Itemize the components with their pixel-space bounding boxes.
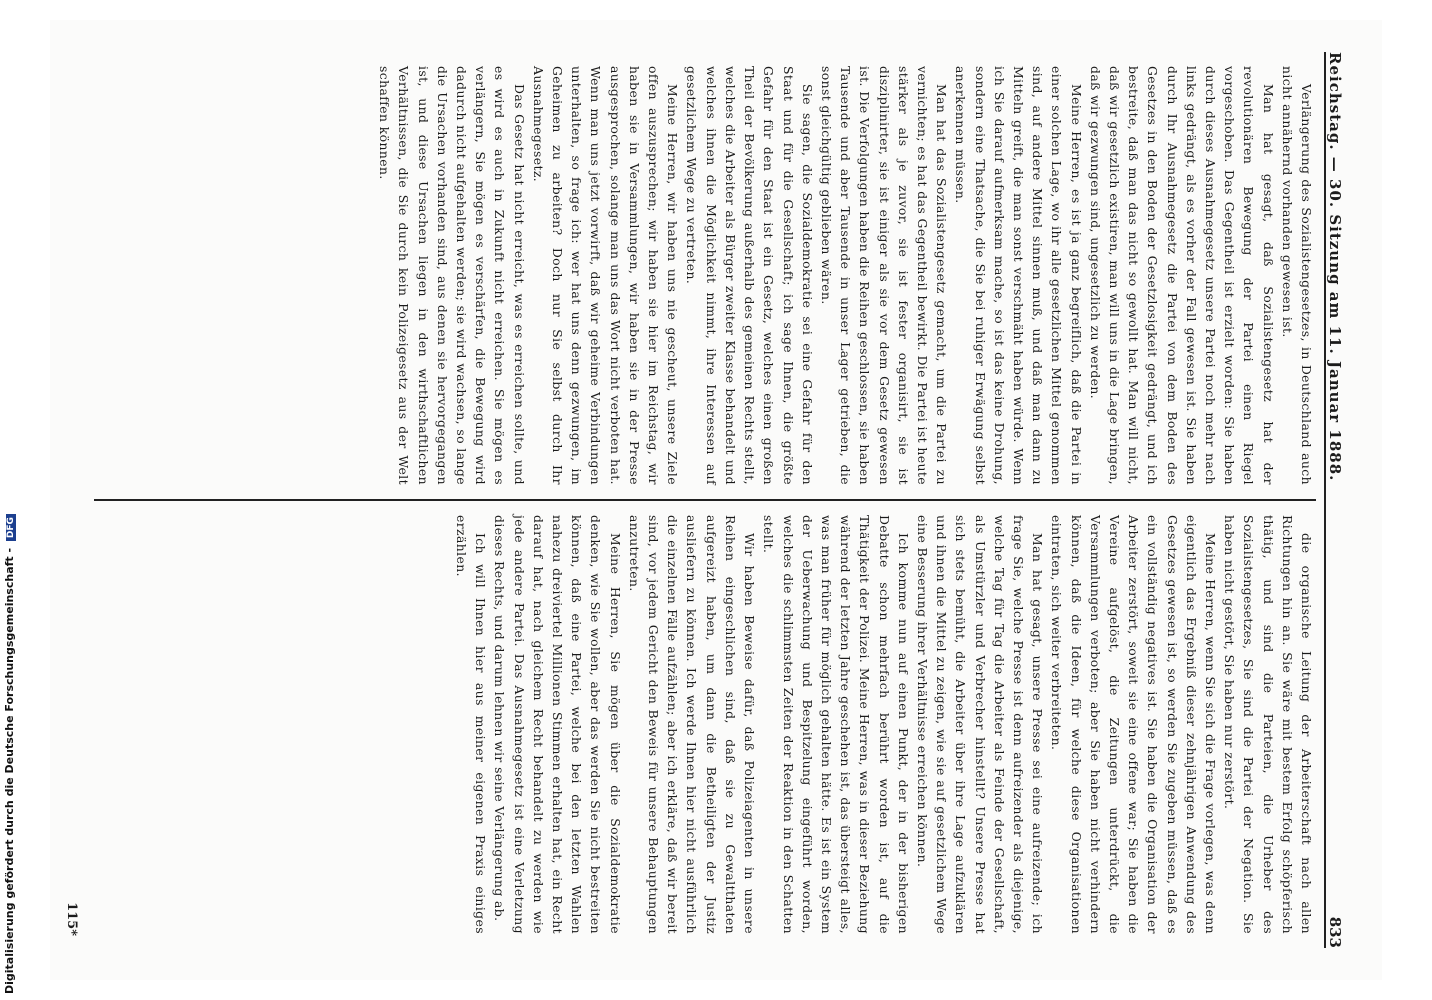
paragraph: Meine Herren, wir haben uns nie gescheut, unsere Ziele offen auszusprechen; wir haben sie hier im Reichstag, wir haben sie in Versammlungen, wir haben sie in der Presse ausgesprochen, solange man uns das Wort nicht verboten hat. Wenn man uns jetzt vorwirft, daß wir geheime Verbindungen unterhalten, so frage ich: wer hat uns denn gezwungen, im Geheimen zu arbeiten? Doch nur Sie selbst durch Ihr Ausnahmegesetz.: [530, 66, 681, 485]
column-left: [94, 52, 1316, 499]
paragraph: Man hat gesagt, unsere Presse sei eine aufreizende; ich frage Sie, welche Presse ist denn aufreizender als diejenige, welche Tag für Tag die Arbeiter als Feinde der Gesellschaft, als Umstürzler und Verbrecher hinstellt? Unsere Presse hat sich stets bemüht, die Arbeiter über ihre Lage aufzuklären und ihnen die Mittel zu zeigen, wie sie auf gesetzlichem Wege eine Besserung ihrer Verhältnisse erreichen können.: [914, 515, 1046, 934]
rotated-document-page: [50, 20, 1382, 980]
paragraph: Man hat das Sozialistengesetz gemacht, um die Partei zu vernichten; es hat das Gegentheil bewirkt. Die Partei ist heute stärker als je zuvor, sie ist fester organisirt, sie ist disziplinirter, sie ist einiger als sie vor dem Gesetz gewesen ist. Die Verfolgungen haben die Reihen geschlossen, sie haben Tausende und aber Tausende in unser Lager getrieben, die sonst gleichgültig geblieben wären.: [818, 66, 950, 485]
paragraph: Verlängerung des Sozialistengesetzes, in Deutschland auch nicht annähernd vorhanden gewesen ist.: [1279, 66, 1314, 485]
paragraph: Wir haben Beweise dafür, daß Polizeiagenten in unsere Reihen eingeschlichen sind, daß sie zu Gewaltthaten aufgereizt haben, um dann die Betheiligten der Justiz ausliefern zu können. Ich werde Ihnen hier nicht ausführlich die einzelnen Fälle aufzählen; aber ich erkläre, daß wir bereit sind, vor jedem Gericht den Beweis für unsere Behauptungen anzutreten.: [626, 515, 758, 934]
text-columns: [94, 52, 1316, 948]
paragraph: Ich komme nun auf einen Punkt, der in der bisherigen Debatte schon mehrfach berührt worden ist, auf die Thätigkeit der Polizei. Meine Herren, was in dieser Beziehung während der letzten Jahre geschehen ist, das übersteigt alles, was man früher für möglich gehalten hätte. Es ist ein System der Ueberwachung und Bespitzelung eingeführt worden, welches die schlimmsten Zeiten der Reaktion in den Schatten stellt.: [761, 515, 911, 934]
paragraph: Sie sagen, die Sozialdemokratie sei eine Gefahr für den Staat und für die Gesellschaft; ich sage Ihnen, die größte Gefahr für den Staat ist ein Gesetz, welches einen großen Theil der Bevölkerung außerhalb des gemeinen Rechts stellt, welches die Arbeiter als Bürger zweiter Klasse behandelt und welches ihnen die Möglichkeit nimmt, ihre Interessen auf gesetzlichem Wege zu vertreten.: [684, 66, 815, 485]
paragraph: Meine Herren, wenn Sie sich die Frage vorlegen, was denn eigentlich das Ergebniß dieser zehnjährigen Anwendung des Gesetzes gewesen ist, so werden Sie zugeben müssen, daß es ein vollständig negatives ist. Sie haben die Organisation der Arbeiter zerstört, soweit sie eine offene war; Sie haben die Vereine aufgelöst, die Zeitungen unterdrückt, die Versammlungen verboten; aber Sie haben nicht verhindern können, daß die Ideen, für welche diese Organisationen eintraten, sich weiter verbreiteten.: [1049, 515, 1218, 934]
digitization-credit-text: Digitalisierung gefördert durch die Deutsche Forschungsgemeinschaft -: [3, 547, 16, 994]
page-running-title: Reichstag. — 30. Sitzung am 11. Januar 1888.: [1326, 52, 1344, 482]
page-number: 833: [1326, 916, 1344, 948]
paragraph: Meine Herren, es ist ja ganz begreiflich, daß die Partei in einer solchen Lage, wo ihr alle gesetzlichen Mittel genommen sind, auf andere Mittel sinnen muß, und daß man dann zu Mitteln greift, die man sonst verschmäht haben würde. Wenn ich Sie darauf aufmerksam mache, so ist das keine Drohung, sondern eine Thatsache, die Sie bei ruhiger Erwägung selbst anerkennen müssen.: [953, 66, 1084, 485]
paragraph: die organische Leitung der Arbeiterschaft nach allen Richtungen hin an. Sie wäre mit bestem Erfolg schöpferisch thätig, und sind die Parteien, die Urheber des Sozialistengesetzes, Sie sind die Partei der Negation. Sie haben nicht gestört, Sie haben nur zerstört.: [1222, 515, 1314, 934]
dfg-logo: DFG: [6, 514, 16, 541]
paragraph: Ich will Ihnen hier aus meiner eigenen Praxis einiges erzählen.: [454, 515, 489, 934]
digitization-credit: [3, 514, 16, 994]
paragraph: Das Gesetz hat nicht erreicht, was es erreichen sollte, und es wird es auch in Zukunft nicht erreichen. Sie mögen es verlängern, Sie mögen es verschärfen, die Bewegung wird dadurch nicht aufgehalten werden; sie wird wachsen, so lange die Ursachen vorhanden sind, aus denen sie hervorgegangen ist, und diese Ursachen liegen in den wirthschaftlichen Verhältnissen, die Sie durch kein Polizeigesetz aus der Welt schaffen können.: [377, 66, 527, 485]
sheet-signature: 115*: [64, 902, 79, 936]
paragraph: Man hat gesagt, daß Sozialistengesetz hat der revolutionären Bewegung der Partei einen Riegel vorgeschoben. Das Gegentheil ist erzielt worden: Sie haben durch dieses Ausnahmegesetz unsere Partei noch mehr nach links gedrängt, als es vorher der Fall gewesen ist. Sie haben durch Ihr Ausnahmegesetz die Partei von dem Boden des Gesetzes in den Boden der Gesetzlosigkeit gedrängt, und ich bestreite, daß man das nicht so gewollt hat. Man will nicht, daß wir gesetzlich existiren, man will uns in die Lage bringen, daß wir gezwungen sind, ungesetzlich zu werden.: [1087, 66, 1276, 485]
page-header: [1324, 52, 1360, 948]
paragraph: Meine Herren, Sie mögen über die Sozialdemokratie denken, wie Sie wollen, aber das werden Sie nicht bestreiten können, daß eine Partei, welche bei den letzten Wahlen nahezu dreiviertel Millionen Stimmen erhalten hat, ein Recht darauf hat, nach gleichem Recht behandelt zu werden wie jede andere Partei. Das Ausnahmegesetz ist eine Verletzung dieses Rechts, und darum lehnen wir seine Verlängerung ab.: [492, 515, 623, 934]
column-right: [94, 501, 1316, 948]
